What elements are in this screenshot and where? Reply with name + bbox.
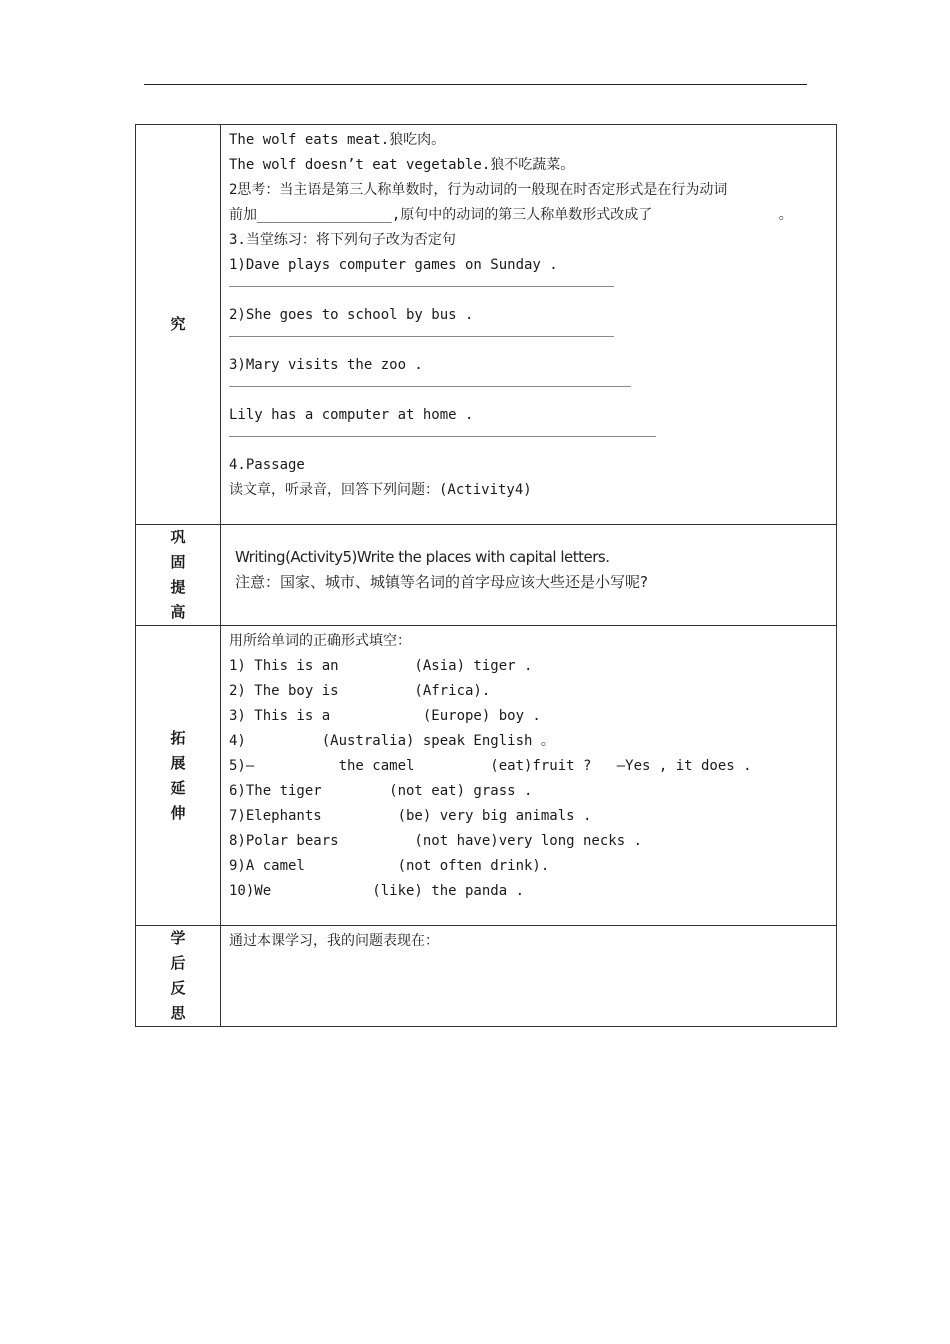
row-reflect [136,926,837,1027]
row-content-reflect [221,926,837,1027]
fill-blank-item: 3) This is a (Europe) boy . [229,708,541,724]
exercise-sentence: Lily has a computer at home . [229,407,474,423]
row-label-consolidate: 巩 固 提 高 [136,525,221,626]
text-line: The wolf doesn’t eat vegetable.狼不吃蔬菜。 [229,157,575,173]
row-consolidate [136,525,837,626]
text-line: 前加________________,原句中的动词的第三人称单数形式改成了 。 [229,207,793,223]
text-line: 2思考：当主语是第三人称单数时，行为动词的一般现在时否定形式是在行为动词 [229,182,728,198]
lesson-table [135,124,837,1027]
row-content-extend [221,626,837,926]
text-line: 读文章，听录音，回答下列问题：(Activity4) [229,482,532,498]
text-line: 4.Passage [229,457,305,473]
fill-blank-item: 9)A camel (not often drink). [229,858,550,874]
row-label-reflect: 学 后 反 思 [136,926,221,1027]
exercise-sentence: 3)Mary visits the zoo . [229,357,423,373]
fill-blank-item: 2) The boy is (Africa). [229,683,491,699]
row-extend [136,626,837,926]
answer-line[interactable] [229,278,828,303]
fill-blank-item: 10)We (like) the panda . [229,883,525,899]
row-content-research [221,125,837,525]
fill-blank-item: 1) This is an (Asia) tiger . [229,658,533,674]
fill-blank-item: 6)The tiger (not eat) grass . [229,783,533,799]
answer-line[interactable] [229,428,828,453]
fill-blank-item: 7)Elephants (be) very big animals . [229,808,592,824]
exercise-sentence: 2)She goes to school by bus . [229,307,474,323]
row-content-consolidate [221,525,837,626]
fill-blank-item: 4) (Australia) speak English 。 [229,733,555,749]
exercise-sentence: 1)Dave plays computer games on Sunday . [229,257,558,273]
text-line: The wolf eats meat.狼吃肉。 [229,132,446,148]
fill-blank-item: 8)Polar bears (not have)very long necks . [229,833,643,849]
text-line: 通过本课学习，我的问题表现在： [229,933,439,949]
header-rule [144,84,807,85]
row-label-extend: 拓 展 延 伸 [136,626,221,926]
fill-blank-item: 5)— the camel (eat)fruit ? —Yes , it does . [229,758,752,774]
text-line: 用所给单词的正确形式填空： [229,633,411,649]
row-research [136,125,837,525]
writing-task: Writing(Activity5)Write the places with capital letters. [235,548,610,566]
row-label-research: 究 [136,125,221,525]
writing-note: 注意：国家、城市、城镇等名词的首字母应该大些还是小写呢? [235,573,648,591]
text-line: 3.当堂练习：将下列句子改为否定句 [229,232,456,248]
answer-line[interactable] [229,378,828,403]
answer-line[interactable] [229,328,828,353]
